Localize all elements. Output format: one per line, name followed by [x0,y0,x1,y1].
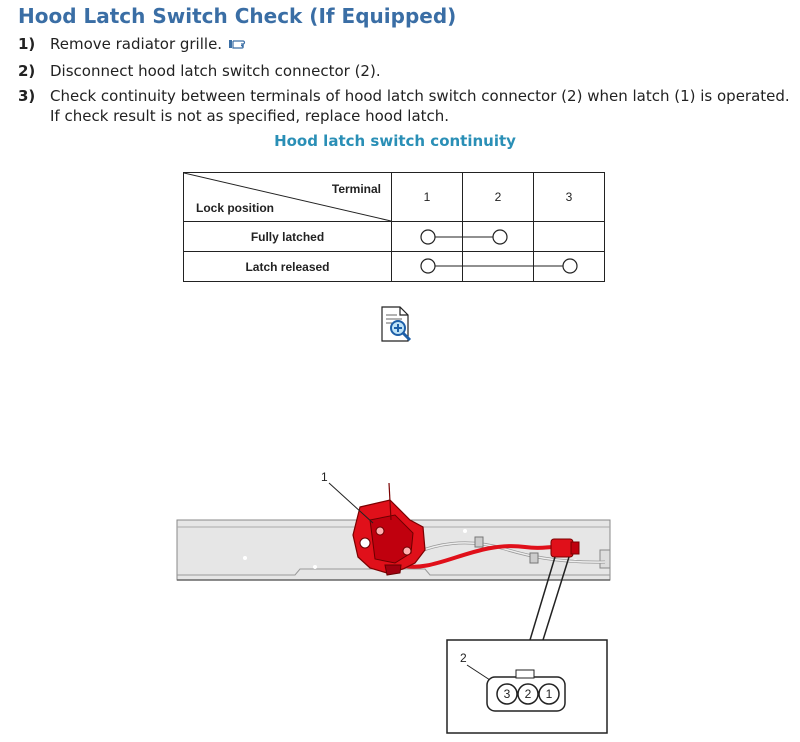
hood-latch [353,483,425,575]
step-text: Check continuity between terminals of hood latch switch connector (2) when latch (1) is operated. If check result is not as specified, replace hood latch. [50,87,790,125]
continuity-table [183,172,605,282]
step-1 [18,34,798,54]
header-terminal: Terminal [331,182,381,196]
latch-connector [551,539,579,557]
step-number: 3) [18,87,36,105]
connector-detail-box [447,640,607,733]
step-number: 1) [18,35,36,53]
step-number: 2) [18,62,36,80]
row-label: Latch released [184,252,392,282]
table-header-row [184,173,605,222]
table-row [184,252,605,282]
pin-label: 3 [503,687,511,701]
pin-label: 1 [545,687,553,701]
hood-latch-figure [175,465,615,737]
document-zoom-icon[interactable] [380,306,414,342]
callout-label-connector: 2 [460,651,467,665]
step-text: Remove radiator grille. [50,35,223,53]
terminal-header: 2 [463,173,534,222]
step-text: Disconnect hood latch switch connector (2). [50,62,381,80]
table-header-cell [184,173,392,222]
step-3 [18,86,798,126]
terminal-header: 3 [534,173,605,222]
header-lock-position: Lock position [196,201,274,215]
callout-label-latch: 1 [321,470,328,484]
page-title: Hood Latch Switch Check (If Equipped) [18,4,457,28]
callout-leader [329,483,373,523]
pin-label: 2 [524,687,532,701]
table-row [184,222,605,252]
reference-hand-icon[interactable] [228,38,250,50]
row-label: Fully latched [184,222,392,252]
step-2 [18,61,798,81]
table-caption: Hood latch switch continuity [274,132,516,150]
terminal-header: 1 [392,173,463,222]
